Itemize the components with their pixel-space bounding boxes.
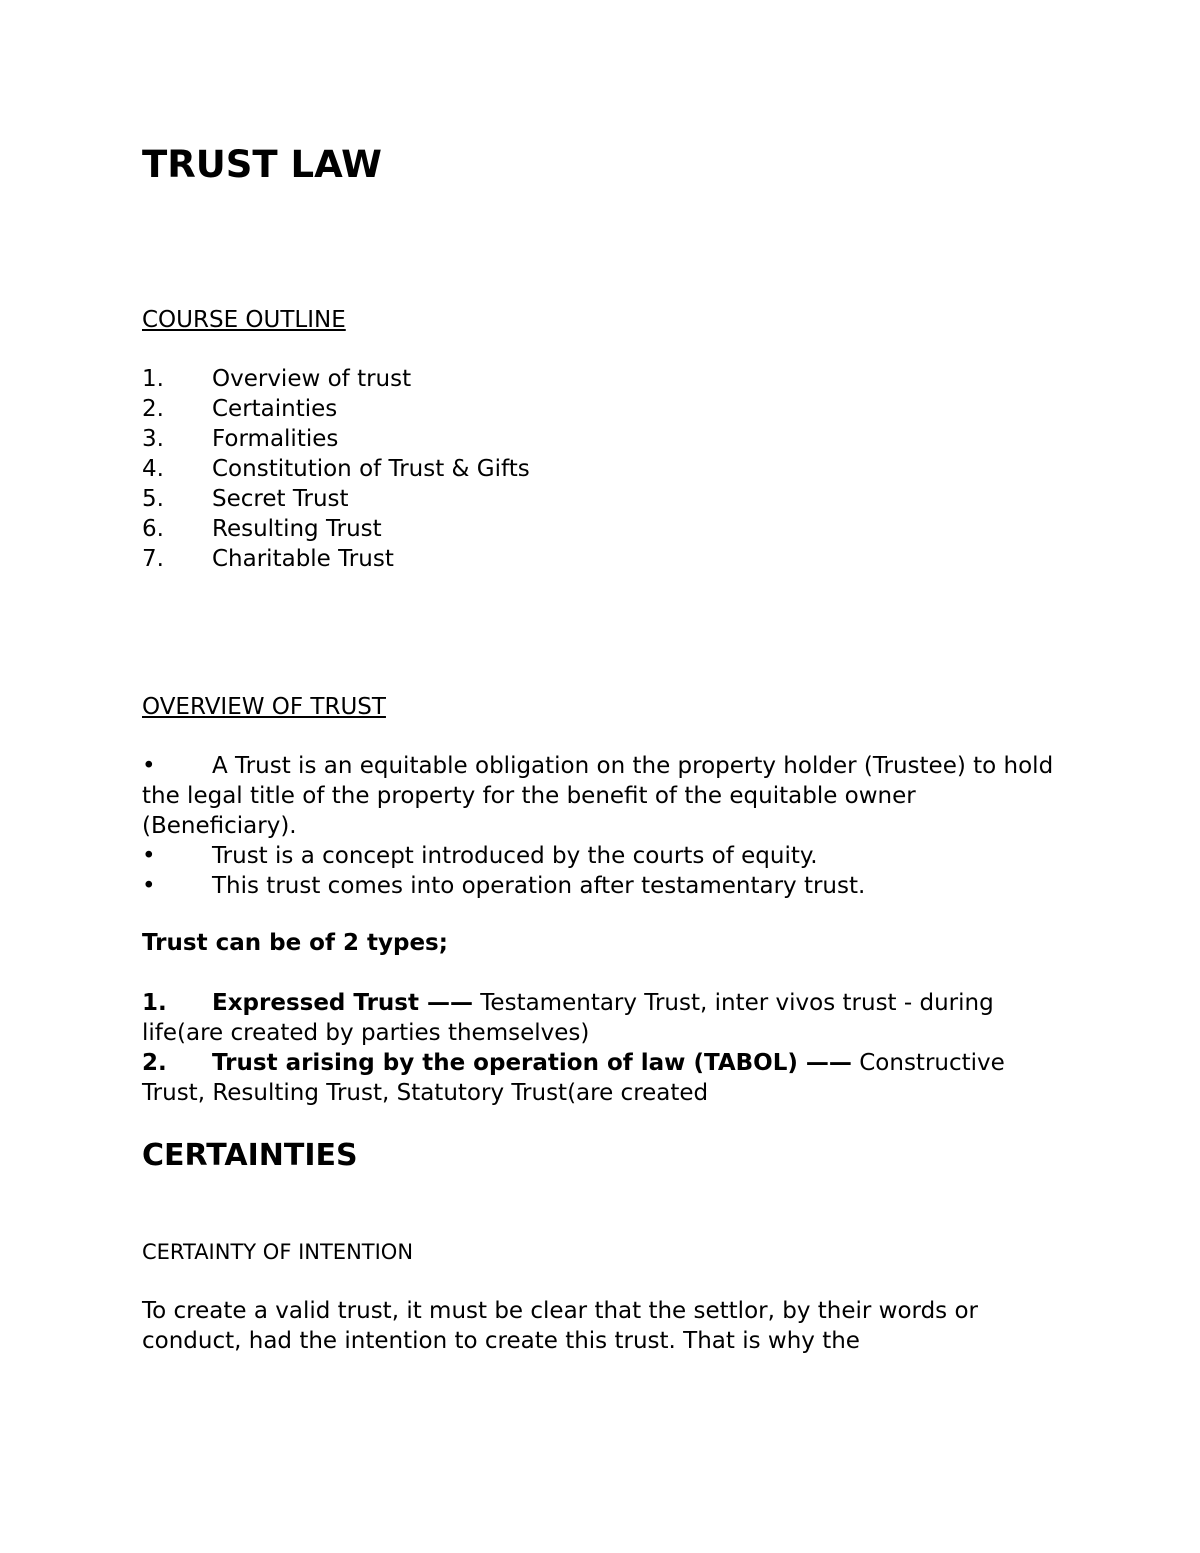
list-item-number: 4. (142, 456, 164, 482)
list-item-number: 1. (142, 990, 167, 1016)
trust-type-description: Constructive Trust, Resulting Trust, Statutory Trust(are created (142, 1050, 1005, 1106)
course-outline-heading: COURSE OUTLINE (142, 307, 346, 333)
bullet-icon: • (142, 753, 156, 779)
list-item-number: 3. (142, 426, 164, 452)
trust-type-name: Expressed Trust —— (212, 990, 473, 1016)
list-item-label: Overview of trust (212, 366, 412, 392)
list-item-label: Resulting Trust (212, 516, 382, 542)
list-item (142, 454, 530, 484)
list-item-label: Formalities (212, 426, 339, 452)
bullet-text: This trust comes into operation after testamentary trust. (212, 873, 866, 899)
bullet-icon: • (142, 843, 156, 869)
list-item (142, 544, 530, 574)
certainty-of-intention-heading: CERTAINTY OF INTENTION (142, 1240, 414, 1264)
list-item-number: 2. (142, 396, 164, 422)
certainty-paragraph: To create a valid trust, it must be clear that the settlor, by their words or conduct, had the intention to create this trust. That is why the (142, 1298, 979, 1354)
bullet-text: Trust is a concept introduced by the courts of equity. (212, 843, 818, 869)
list-item-number: 6. (142, 516, 164, 542)
trust-type-description: Testamentary Trust, inter vivos trust - during life(are created by parties themselves) (142, 990, 994, 1046)
trust-types-list (142, 988, 1072, 1108)
document-title: TRUST LAW (142, 143, 382, 186)
list-item (142, 988, 1072, 1048)
overview-heading: OVERVIEW OF TRUST (142, 694, 386, 720)
course-outline-list (142, 364, 530, 574)
list-item-number: 5. (142, 486, 164, 512)
list-item-label: Certainties (212, 396, 338, 422)
list-item-number: 7. (142, 546, 164, 572)
list-item (142, 514, 530, 544)
overview-bullet-list (142, 751, 1072, 901)
certainties-heading: CERTAINTIES (142, 1138, 358, 1173)
list-item (142, 1048, 1072, 1108)
list-item-number: 1. (142, 366, 164, 392)
bullet-text: A Trust is an equitable obligation on the property holder (Trustee) to hold the legal title of the property for the benefit of the equitable owner (Beneficiary). (142, 753, 1054, 839)
list-item-label: Secret Trust (212, 486, 349, 512)
list-item (142, 394, 530, 424)
trust-types-heading: Trust can be of 2 types; (142, 930, 448, 956)
list-item (142, 751, 1072, 841)
list-item (142, 841, 1072, 871)
list-item (142, 871, 1072, 901)
list-item (142, 484, 530, 514)
list-item-label: Charitable Trust (212, 546, 394, 572)
list-item (142, 424, 530, 454)
trust-type-name: Trust arising by the operation of law (TABOL) —— (212, 1050, 852, 1076)
bullet-icon: • (142, 873, 156, 899)
list-item (142, 364, 530, 394)
list-item-number: 2. (142, 1050, 167, 1076)
list-item-label: Constitution of Trust & Gifts (212, 456, 530, 482)
